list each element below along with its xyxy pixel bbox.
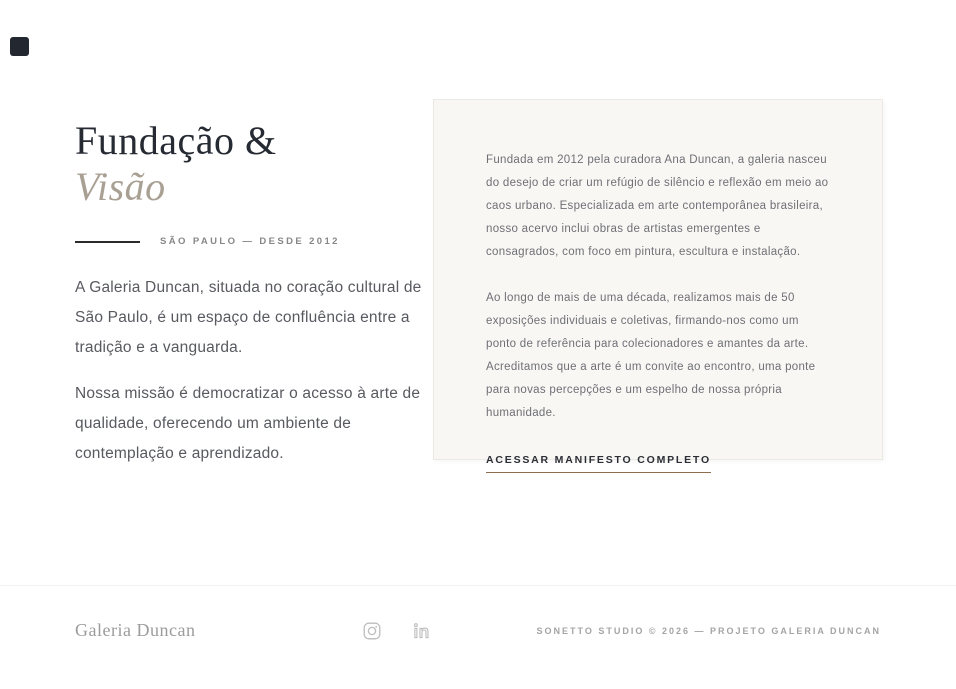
linkedin-icon[interactable] <box>412 622 431 640</box>
intro-paragraph-2: Nossa missão é democratizar o acesso à arte de qualidade, oferecendo um ambiente de contemplação e aprendizado. <box>75 385 421 462</box>
footer-brand: Galeria Duncan <box>75 620 196 640</box>
card-paragraph-1: Fundada em 2012 pela curadora Ana Duncan, a galeria nasceu do desejo de criar um refúgio de silêncio e reflexão em meio ao caos urbano. Especializada em arte contemporânea brasileira, nosso acervo inclui obras de artistas emergentes e consagrados, com foco em pintura, escultura e instalação. <box>486 154 829 258</box>
eyebrow-label: SÃO PAULO — DESDE 2012 <box>160 236 340 247</box>
intro-section <box>75 118 425 469</box>
eyebrow-rule <box>75 241 140 243</box>
page-title <box>75 118 425 210</box>
footer <box>0 585 956 689</box>
footer-credits: SONETTO STUDIO © 2026 — PROJETO GALERIA DUNCAN <box>536 625 881 636</box>
social-links <box>363 622 431 640</box>
intro-paragraph-1: A Galeria Duncan, situada no coração cultural de São Paulo, é um espaço de confluência entre a tradição e a vanguarda. <box>75 279 422 356</box>
page-title-line1: Fundação & <box>75 118 277 163</box>
logo-mark[interactable] <box>10 37 29 56</box>
manifesto-link[interactable]: ACESSAR MANIFESTO COMPLETO <box>486 454 711 473</box>
manifesto-card <box>433 99 883 466</box>
eyebrow-row <box>75 236 425 247</box>
card-paragraph-2: Ao longo de mais de uma década, realizamos mais de 50 exposições individuais e coletivas, firmando-nos como um ponto de referência para colecionadores e amantes da arte. Acreditamos que a arte é um convite ao encontro, uma ponte para novas percepções e um espelho de nossa própria humanidade. <box>486 292 816 419</box>
page-title-line2: Visão <box>75 164 166 209</box>
instagram-icon[interactable] <box>363 622 381 640</box>
